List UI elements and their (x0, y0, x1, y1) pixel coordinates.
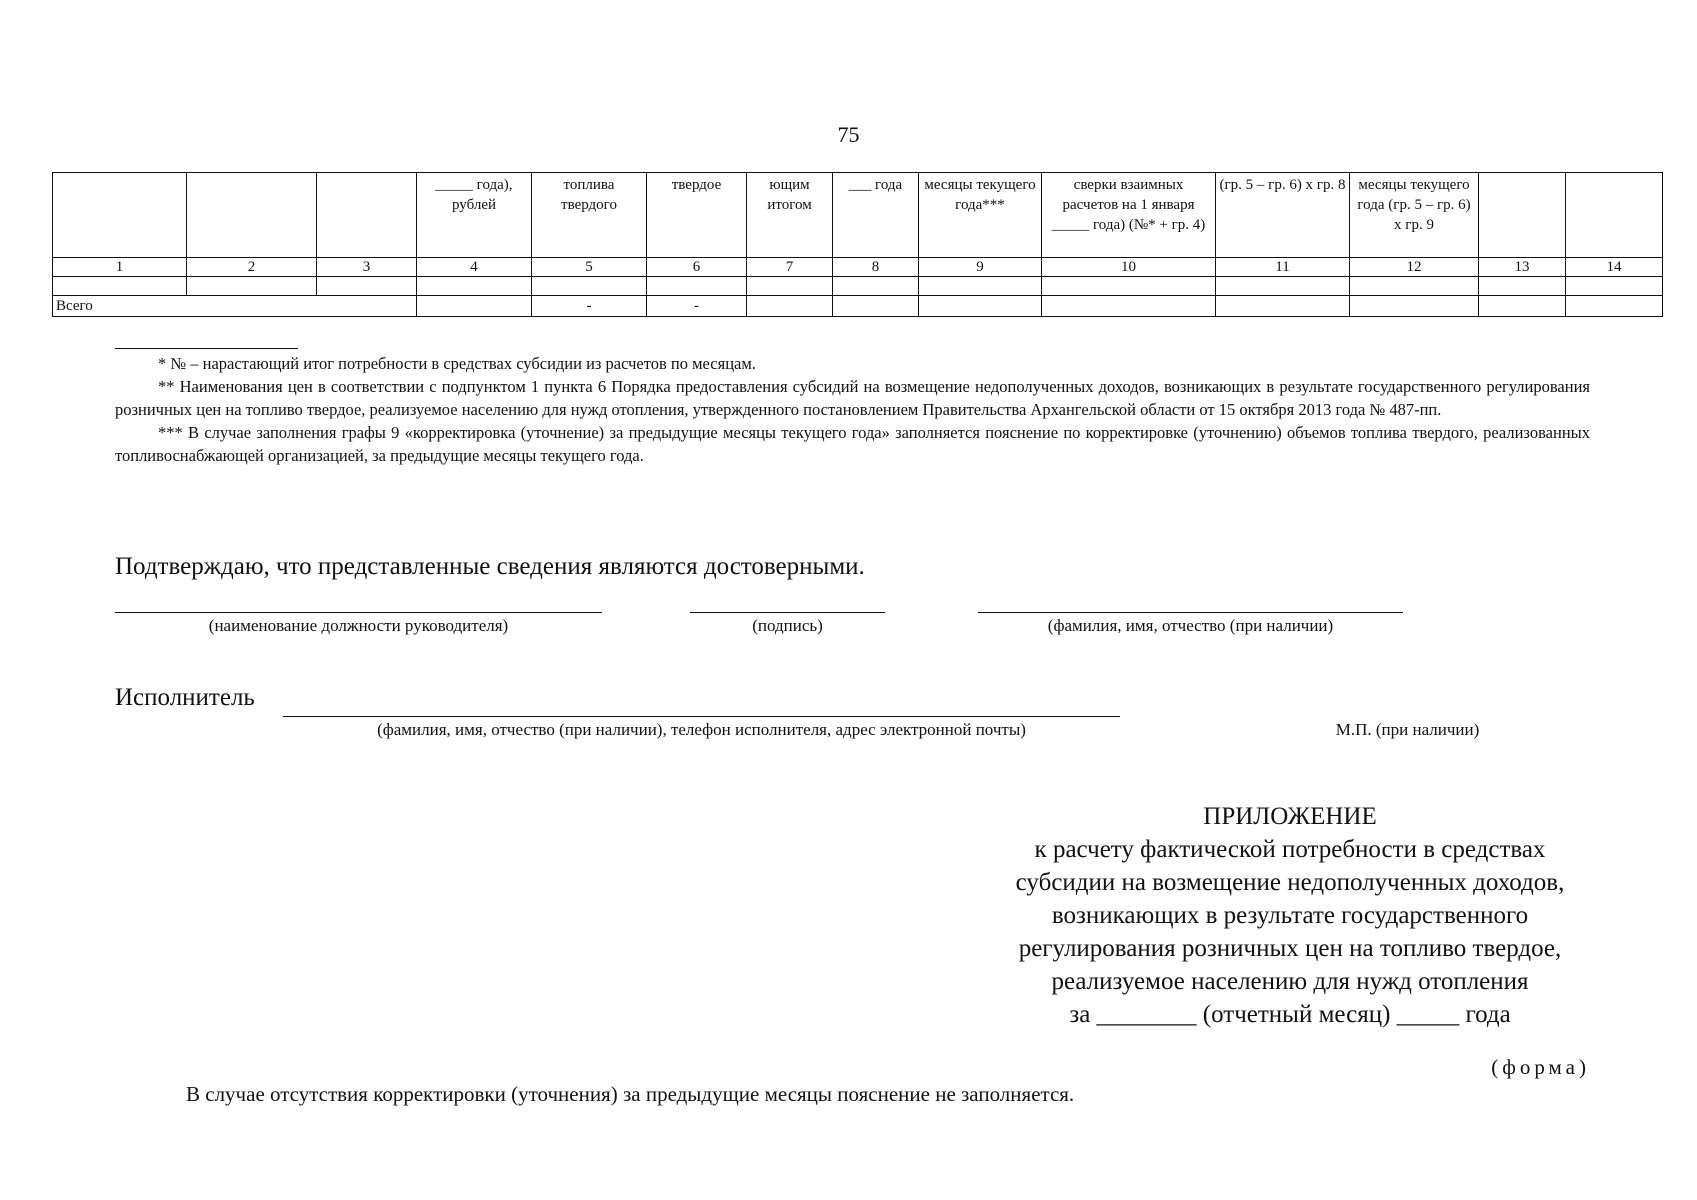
table-cell (1566, 277, 1663, 296)
header-cell (187, 173, 317, 258)
header-cell: ___ года (833, 173, 919, 258)
table-cell (647, 277, 747, 296)
header-cell: _____ года), рублей (417, 173, 532, 258)
total-cell (417, 296, 532, 317)
column-number: 13 (1479, 258, 1566, 277)
total-label: Всего (53, 296, 417, 317)
header-cell: месяцы текущего года*** (919, 173, 1042, 258)
footnote: * № – нарастающий итог потребности в средствах субсидии из расчетов по месяцам. (158, 354, 756, 373)
header-cell: топлива твердого (532, 173, 647, 258)
footnotes (115, 352, 1590, 467)
executor-label: Исполнитель (115, 684, 255, 711)
signature-caption: (подпись) (752, 616, 823, 635)
appendix-block (940, 800, 1640, 1031)
appendix-line: реализуемое населению для нужд отопления (1051, 968, 1529, 995)
total-cell (1042, 296, 1216, 317)
column-number: 12 (1350, 258, 1479, 277)
header-cell: сверки взаимных расчетов на 1 января _____ года) (№* + гр. 4) (1042, 173, 1216, 258)
forma-label: (форма) (1491, 1055, 1590, 1079)
header-cell (1479, 173, 1566, 258)
confirmation-text: Подтверждаю, что представленные сведения являются достоверными. (115, 553, 865, 580)
position-signature-line (115, 612, 602, 613)
table-cell (1479, 277, 1566, 296)
table-cell (187, 277, 317, 296)
column-number: 14 (1566, 258, 1663, 277)
total-cell: - (647, 296, 747, 317)
total-cell (1479, 296, 1566, 317)
executor-line (283, 716, 1120, 717)
column-number-row (53, 258, 1663, 277)
position-caption: (наименование должности руководителя) (208, 616, 509, 635)
table-cell (1216, 277, 1350, 296)
appendix-line: за ________ (отчетный месяц) _____ года (1069, 1001, 1511, 1028)
total-cell (833, 296, 919, 317)
header-cell: твердое (647, 173, 747, 258)
total-cell (1350, 296, 1479, 317)
table-header-row (53, 173, 1663, 258)
column-number: 7 (747, 258, 833, 277)
column-number: 10 (1042, 258, 1216, 277)
appendix-line: субсидии на возмещение недополученных доходов, (1015, 869, 1565, 896)
appendix-line: к расчету фактической потребности в средствах (1034, 836, 1546, 863)
appendix-line: регулирования розничных цен на топливо твердое, (1018, 935, 1562, 962)
appendix-title: ПРИЛОЖЕНИЕ (1203, 803, 1377, 830)
header-cell (53, 173, 187, 258)
total-cell (1566, 296, 1663, 317)
column-number: 11 (1216, 258, 1350, 277)
table-cell (53, 277, 187, 296)
table-cell (1042, 277, 1216, 296)
table-cell (747, 277, 833, 296)
column-number: 1 (53, 258, 187, 277)
executor-caption: (фамилия, имя, отчество (при наличии), телефон исполнителя, адрес электронной почты) (377, 720, 1026, 739)
note-text: В случае отсутствия корректировки (уточнения) за предыдущие месяцы пояснение не заполняется. (186, 1082, 1075, 1106)
column-number: 4 (417, 258, 532, 277)
header-cell (1566, 173, 1663, 258)
total-cell (919, 296, 1042, 317)
table-cell (833, 277, 919, 296)
name-caption: (фамилия, имя, отчество (при наличии) (1047, 616, 1334, 635)
seal-caption: М.П. (при наличии) (1335, 720, 1480, 739)
appendix-line: возникающих в результате государственного (1051, 902, 1529, 929)
table-cell (417, 277, 532, 296)
table-row (53, 277, 1663, 296)
table-cell (1350, 277, 1479, 296)
column-number: 6 (647, 258, 747, 277)
calculation-table (52, 172, 1663, 317)
signature-line (690, 612, 885, 613)
table-cell (919, 277, 1042, 296)
column-number: 9 (919, 258, 1042, 277)
total-cell: - (532, 296, 647, 317)
footnote: *** В случае заполнения графы 9 «корректировка (уточнение) за предыдущие месяцы текущего года» заполняется пояснение по корректировке (уточнению) объемов топлива твердого, реализованных топливоснабжающей организацией, за предыдущие месяцы текущего года. (115, 423, 1590, 465)
total-cell (747, 296, 833, 317)
column-number: 5 (532, 258, 647, 277)
name-signature-line (978, 612, 1403, 613)
total-row (53, 296, 1663, 317)
table-cell (532, 277, 647, 296)
page-number: 75 (837, 122, 860, 147)
header-cell: (гр. 5 – гр. 6) х гр. 8 (1216, 173, 1350, 258)
footnote: ** Наименования цен в соответствии с подпунктом 1 пункта 6 Порядка предоставления субсидий на возмещение недополученных доходов, возникающих в результате государственного регулирования розничных цен на топливо твердое, реализуемое населению для нужд отопления, утвержденного постановлением Правительства Архангельской области от 15 октября 2013 года № 487-пп. (115, 377, 1590, 419)
header-cell: месяцы текущего года (гр. 5 – гр. 6) х гр. 9 (1350, 173, 1479, 258)
table-cell (317, 277, 417, 296)
footnote-divider (115, 348, 298, 349)
header-cell (317, 173, 417, 258)
column-number: 2 (187, 258, 317, 277)
column-number: 3 (317, 258, 417, 277)
column-number: 8 (833, 258, 919, 277)
header-cell: ющим итогом (747, 173, 833, 258)
total-cell (1216, 296, 1350, 317)
